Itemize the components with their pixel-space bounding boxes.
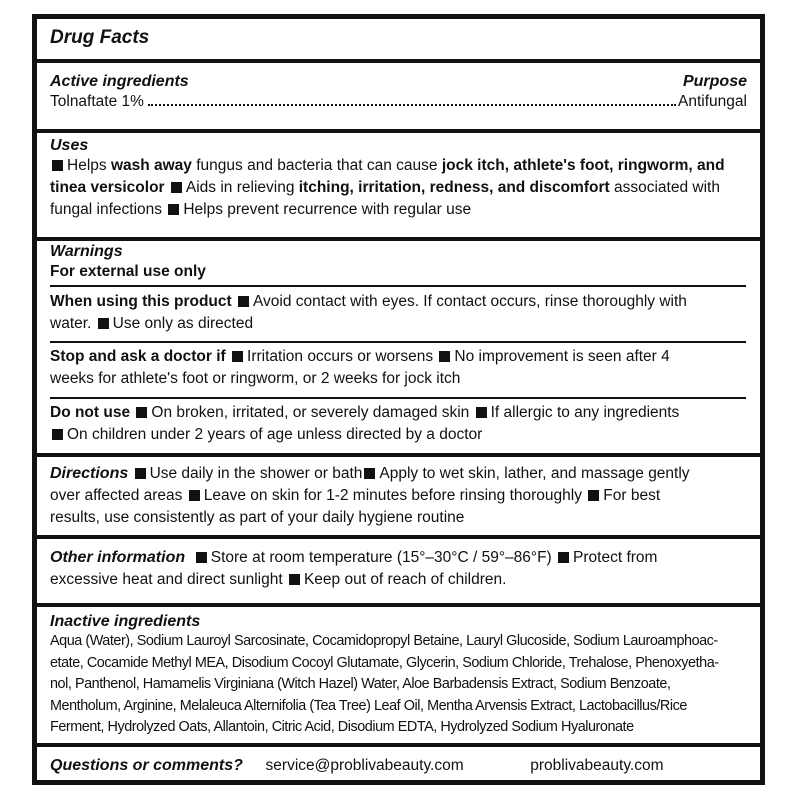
drug-facts-title: Drug Facts [50,27,150,48]
leader-dots [148,104,676,106]
inactive-ingredients-section [37,613,760,739]
divider [37,453,760,457]
divider [37,603,760,607]
drug-facts-header [37,27,760,49]
inactive-line: Mentholum, Arginine, Melaleuca Alternifolia (Tea Tree) Leaf Oil, Mentha Arvensis Extract, Lactobacillus/Rice [50,697,687,714]
divider [50,341,746,343]
other-text: Keep out of reach of children. [303,571,507,588]
uses-text: Helps [67,157,111,174]
inactive-line: nol, Panthenol, Hamamelis Virginiana (Witch Hazel) Water, Aloe Barbadensis Extract, Sodium Benzoate, [50,676,671,692]
direction-text: For best [603,487,661,504]
warning-text: Use only as directed [112,315,254,332]
inactive-line: Aqua (Water), Sodium Lauroyl Sarcosinate, Cocamidopropyl Betaine, Lauryl Glucoside, Sodium Lauroamphoac- [50,633,718,649]
warning-text: Irritation occurs or worsens [247,348,434,365]
other-information-heading: Other information [50,549,186,566]
bullet-square-icon [189,490,200,501]
inactive-line: etate, Cocamide Methyl MEA, Disodium Cocoyl Glutamate, Glycerin, Sodium Chloride, Trehalose, Phenoxyetha- [50,654,719,671]
uses-text: associated with [609,179,720,196]
contact-email: service@problivabeauty.com [265,757,464,774]
warning-text: weeks for athlete's foot or ringworm, or 2 weeks for jock itch [50,370,461,387]
direction-text: Leave on skin for 1-2 minutes before rinsing thoroughly [203,487,582,504]
warning-text: On children under 2 years of age unless directed by a doctor [67,426,483,443]
stop-ask-label: Stop and ask a doctor if [50,348,226,365]
questions-section [37,755,760,777]
active-ingredient: Tolnaftate 1% [50,93,144,110]
divider [37,535,760,539]
directions-section [37,463,760,529]
uses-heading: Uses [50,137,89,154]
uses-bold: jock itch, athlete's foot, ringworm, and [441,157,725,174]
warnings-heading: Warnings [50,243,123,260]
uses-section [37,137,760,221]
active-ingredients-heading: Active ingredients [50,73,189,90]
direction-text: Use daily in the shower or bath [149,465,363,482]
other-text: Store at room temperature (15°–30°C / 59°–86°F) [210,549,552,566]
direction-text: Apply to wet skin, lather, and massage gently [379,465,690,482]
bullet-square-icon [289,574,300,585]
bullet-square-icon [98,318,109,329]
bullet-square-icon [196,552,207,563]
bullet-square-icon [168,204,179,215]
uses-text: fungus and bacteria that can cause [191,157,442,174]
questions-label: Questions or comments? [50,757,243,774]
warning-text: On broken, irritated, or severely damaged skin [151,404,470,421]
drug-facts-panel [32,14,765,785]
inactive-line: Ferment, Hydrolyzed Oats, Allantoin, Citric Acid, Disodium EDTA, Hydrolyzed Sodium Hyaluronate [50,719,634,735]
bullet-square-icon [52,160,63,171]
divider [50,397,746,399]
bullet-square-icon [588,490,599,501]
divider [37,129,760,133]
warning-text: No improvement is seen after 4 [454,348,670,365]
do-not-use-block [37,402,760,446]
divider [37,237,760,241]
direction-text: over affected areas [50,487,183,504]
uses-text: Aids in relieving [185,179,299,196]
bullet-square-icon [439,351,450,362]
bullet-square-icon [476,407,487,418]
bullet-square-icon [171,182,182,193]
purpose-heading: Purpose [682,73,747,90]
other-text: Protect from [573,549,658,566]
divider [37,59,760,63]
purpose-value: Antifungal [678,93,747,110]
website-text: problivabeauty.com [530,757,664,774]
bullet-square-icon [136,407,147,418]
warnings-section [37,243,760,283]
directions-heading: Directions [50,465,129,482]
do-not-use-label: Do not use [50,404,131,421]
divider [50,285,746,287]
uses-bold: tinea versicolor [50,179,165,196]
warning-text: Avoid contact with eyes. If contact occurs, rinse thoroughly with [253,293,687,310]
inactive-ingredients-heading: Inactive ingredients [50,613,201,630]
uses-bold: wash away [110,157,192,174]
external-use-text: For external use only [50,263,206,280]
warning-text: water. [50,315,92,332]
warning-text: If allergic to any ingredients [490,404,680,421]
uses-text: fungal infections [50,201,163,218]
when-using-block [37,291,760,335]
bullet-square-icon [52,429,63,440]
divider [37,743,760,747]
bullet-square-icon [232,351,243,362]
when-using-label: When using this product [50,293,232,310]
bullet-square-icon [135,468,146,479]
bullet-square-icon [364,468,375,479]
direction-text: results, use consistently as part of your daily hygiene routine [50,509,465,526]
bullet-square-icon [238,296,249,307]
active-ingredients-section [37,73,760,113]
other-information-section [37,547,760,591]
uses-bold: itching, irritation, redness, and discomfort [298,179,610,196]
other-text: excessive heat and direct sunlight [50,571,283,588]
stop-ask-block [37,346,760,390]
bullet-square-icon [558,552,569,563]
uses-text: Helps prevent recurrence with regular use [183,201,472,218]
